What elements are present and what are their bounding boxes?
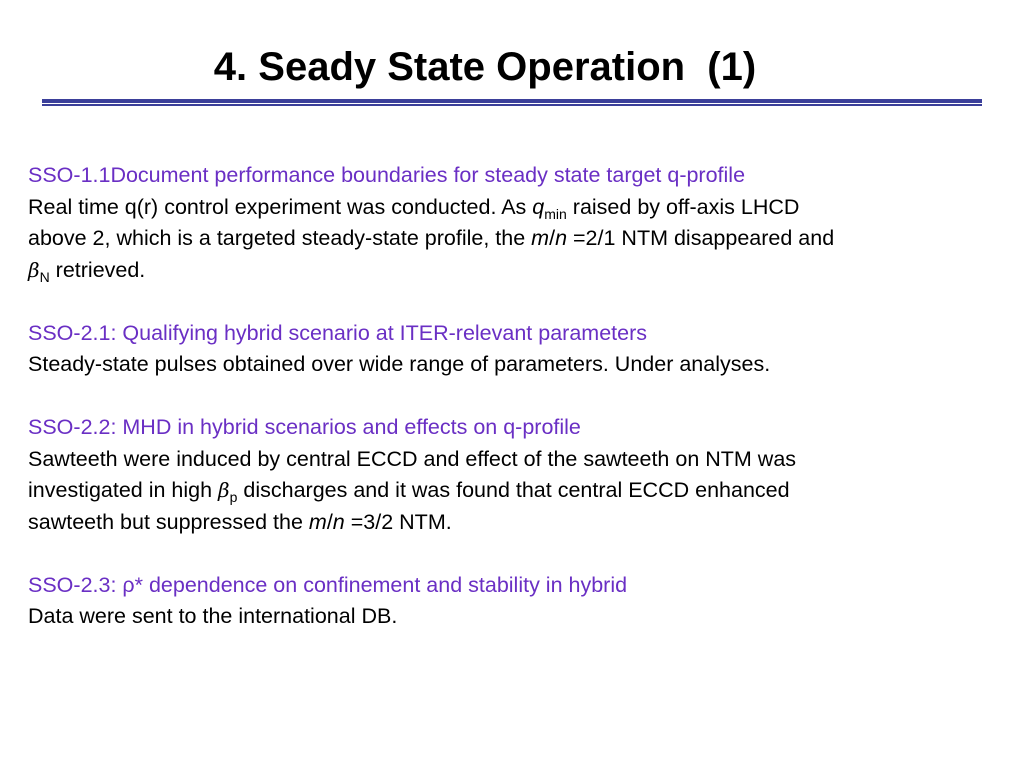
beta-symbol: β [218, 478, 230, 502]
body-line: Sawteeth were induced by central ECCD and effect of the sawteeth on NTM was [28, 446, 797, 471]
section-heading: SSO-1.1Document performance boundaries for steady state target q-profile [28, 163, 746, 187]
body-line [28, 192, 1003, 224]
slide-content [28, 160, 1003, 664]
body-line: Data were sent to the international DB. [28, 604, 398, 628]
title-rule-thin [42, 104, 982, 106]
text-run: =3/2 NTM. [344, 509, 452, 534]
beta-subscript: p [229, 489, 238, 505]
text-run: sawteeth but suppressed the [28, 509, 309, 534]
n-symbol: n [555, 226, 568, 250]
section-heading: SSO-2.1: Qualifying hybrid scenario at ITER-relevant parameters [28, 320, 647, 345]
text-run: Real time q(r) control experiment was conducted. As [28, 194, 533, 219]
text-run: =2/1 NTM disappeared and [567, 226, 835, 250]
m-symbol: m [531, 226, 550, 250]
title-rule-thick [42, 99, 982, 103]
text-run: retrieved. [49, 257, 146, 282]
section-heading: SSO-2.2: MHD in hybrid scenarios and effects on q-profile [28, 415, 581, 439]
q-symbol: q [532, 194, 545, 219]
section-sso-1-1 [28, 160, 1003, 286]
section-sso-2-1 [28, 318, 1003, 381]
q-subscript: min [544, 205, 567, 222]
body-line: Steady-state pulses obtained over wide range of parameters. Under analyses. [28, 352, 771, 376]
slide-title: 4. Seady State Operation (1) [213, 45, 757, 89]
section-heading: SSO-2.3: ρ* dependence on confinement and stability in hybrid [28, 572, 628, 597]
text-run: raised by off-axis LHCD [566, 194, 800, 219]
body-line [28, 507, 1003, 539]
text-run: investigated in high [28, 478, 219, 502]
n-symbol: n [332, 509, 345, 534]
section-sso-2-2 [28, 412, 1003, 538]
body-line [28, 223, 1003, 255]
m-symbol: m [308, 509, 327, 534]
slash: / [549, 226, 556, 250]
body-line [28, 255, 1003, 287]
section-sso-2-3 [28, 570, 1003, 633]
slash: / [326, 509, 333, 534]
text-run: above 2, which is a targeted steady-state profile, the [28, 226, 532, 250]
beta-subscript: N [39, 268, 50, 285]
body-line [28, 475, 1003, 507]
beta-symbol: β [28, 257, 40, 282]
text-run: discharges and it was found that central ECCD enhanced [237, 478, 790, 502]
